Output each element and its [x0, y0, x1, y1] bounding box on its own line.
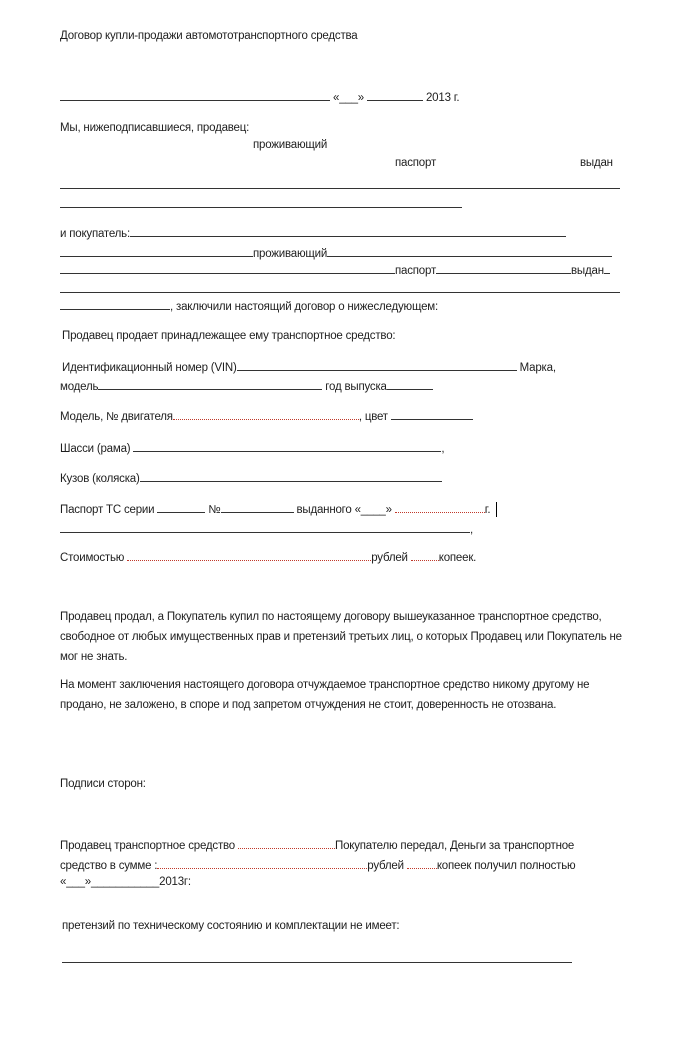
- label: Марка,: [519, 362, 556, 374]
- kopecks-blank[interactable]: [411, 548, 439, 561]
- label: Продавец продает принадлежащее ему транспортное средство:: [62, 330, 396, 342]
- model-line: [60, 377, 433, 393]
- chassis-line: [60, 439, 444, 455]
- label: Стоимостью: [60, 552, 125, 564]
- label: проживающий: [253, 248, 328, 260]
- buyer-line: [60, 224, 566, 240]
- label: Продавец транспортное средство: [60, 840, 235, 852]
- label: и покупатель:: [60, 228, 130, 240]
- seller-blank-2[interactable]: [60, 195, 462, 211]
- transfer-line: [60, 836, 574, 852]
- issuer-line: [60, 520, 473, 536]
- seller-passport: [395, 155, 436, 171]
- label: Паспорт ТС серии: [60, 504, 155, 516]
- vehicle-blank[interactable]: [238, 836, 335, 849]
- sum-line: [60, 856, 575, 872]
- label: , цвет: [358, 411, 388, 423]
- label: Модель, № двигателя: [60, 411, 173, 423]
- label: паспорт: [395, 157, 437, 169]
- color-blank[interactable]: [391, 407, 473, 420]
- label: Покупателю передал, Деньги за транспортное: [335, 840, 575, 852]
- title-text: Договор купли-продажи автомототранспортного средства: [60, 30, 358, 42]
- vehicle-intro: [62, 328, 395, 344]
- concluded-line: [60, 297, 438, 313]
- blank[interactable]: [60, 176, 620, 189]
- blank[interactable]: [60, 297, 170, 310]
- passport-ts-line: [60, 500, 497, 516]
- issued-blank[interactable]: [395, 500, 485, 513]
- model-blank[interactable]: [98, 377, 322, 390]
- label: Идентификационный номер (VIN): [62, 362, 237, 374]
- label: проживающий: [253, 139, 328, 151]
- text-cursor: [496, 502, 497, 517]
- label: паспорт: [395, 265, 437, 277]
- label: модель: [60, 381, 99, 393]
- month-blank[interactable]: [367, 88, 423, 101]
- vin-blank[interactable]: [237, 358, 517, 371]
- engine-blank[interactable]: [173, 407, 359, 420]
- label: ,: [470, 524, 473, 536]
- label: г.: [484, 504, 491, 516]
- year-blank[interactable]: [387, 377, 433, 390]
- sum-blank[interactable]: [157, 856, 367, 869]
- seller-intro-text: Мы, нижеподписавшиеся, продавец:: [60, 122, 250, 134]
- buyer-name-blank[interactable]: [130, 224, 566, 237]
- date-line: [60, 88, 459, 104]
- chassis-blank[interactable]: [133, 439, 441, 452]
- signature-blank[interactable]: [62, 950, 572, 966]
- label: претензий по техническому состоянию и комплектации не имеет:: [62, 920, 400, 932]
- label: Подписи сторон:: [60, 778, 146, 790]
- kopecks-blank[interactable]: [407, 856, 437, 869]
- label: выдан: [571, 265, 604, 277]
- seller-issued: [580, 155, 613, 171]
- price-line: [60, 548, 476, 564]
- buyer-passport-line: [60, 261, 610, 277]
- engine-line: [60, 407, 473, 423]
- seller-residing: [253, 137, 327, 153]
- number-blank[interactable]: [221, 500, 294, 513]
- place-blank[interactable]: [60, 88, 330, 101]
- label: №: [208, 504, 221, 516]
- seller-blank-1[interactable]: [60, 176, 620, 192]
- label: Кузов (коляска): [60, 473, 140, 485]
- received-date: [60, 874, 191, 890]
- blank[interactable]: [60, 244, 253, 257]
- label: год выпуска: [325, 381, 387, 393]
- document-title: [60, 28, 357, 44]
- label: Шасси (рама): [60, 443, 131, 455]
- day-field: «___»: [333, 92, 364, 104]
- label: выданного «____»: [296, 504, 392, 516]
- label: выдан: [580, 157, 613, 169]
- no-claims: [62, 918, 399, 934]
- seller-intro: [60, 120, 249, 136]
- label: рублей: [367, 860, 404, 872]
- issuer-blank[interactable]: [60, 520, 470, 533]
- label: средство в сумме :: [60, 860, 158, 872]
- buyer-residing-line: [60, 244, 612, 260]
- label: , заключили настоящий договор о нижеследующем:: [170, 301, 438, 313]
- blank[interactable]: [60, 261, 395, 274]
- year-text: 2013 г.: [425, 92, 460, 104]
- label: рублей: [371, 552, 408, 564]
- label: «___»___________2013г:: [60, 876, 191, 888]
- price-blank[interactable]: [127, 548, 371, 561]
- label: копеек получил полностью: [436, 860, 576, 872]
- blank[interactable]: [60, 280, 620, 293]
- buyer-blank[interactable]: [60, 280, 620, 296]
- body-blank[interactable]: [140, 469, 442, 482]
- blank[interactable]: [60, 195, 462, 208]
- blank[interactable]: [604, 261, 610, 274]
- paragraph-encumbrance: На момент заключения настоящего договора отчуждаемое транспортное средство никому другому не продано, не заложено, в споре и под запретом отчуждения не стоит, доверенность не отозвана.: [60, 679, 590, 711]
- label: копеек.: [438, 552, 477, 564]
- vin-line: [62, 358, 556, 374]
- blank[interactable]: [327, 244, 612, 257]
- series-blank[interactable]: [157, 500, 205, 513]
- blank[interactable]: [62, 950, 572, 963]
- blank[interactable]: [436, 261, 571, 274]
- paragraph-sale: Продавец продал, а Покупатель купил по настоящему договору вышеуказанное транспортное средство, свободное от любых имущественных прав и претензий третьих лиц, о которых Продавец или Покупатель не мог не знать.: [60, 611, 622, 663]
- label: ,: [441, 443, 445, 455]
- body-line: [60, 469, 442, 485]
- signatures-heading: [60, 776, 146, 792]
